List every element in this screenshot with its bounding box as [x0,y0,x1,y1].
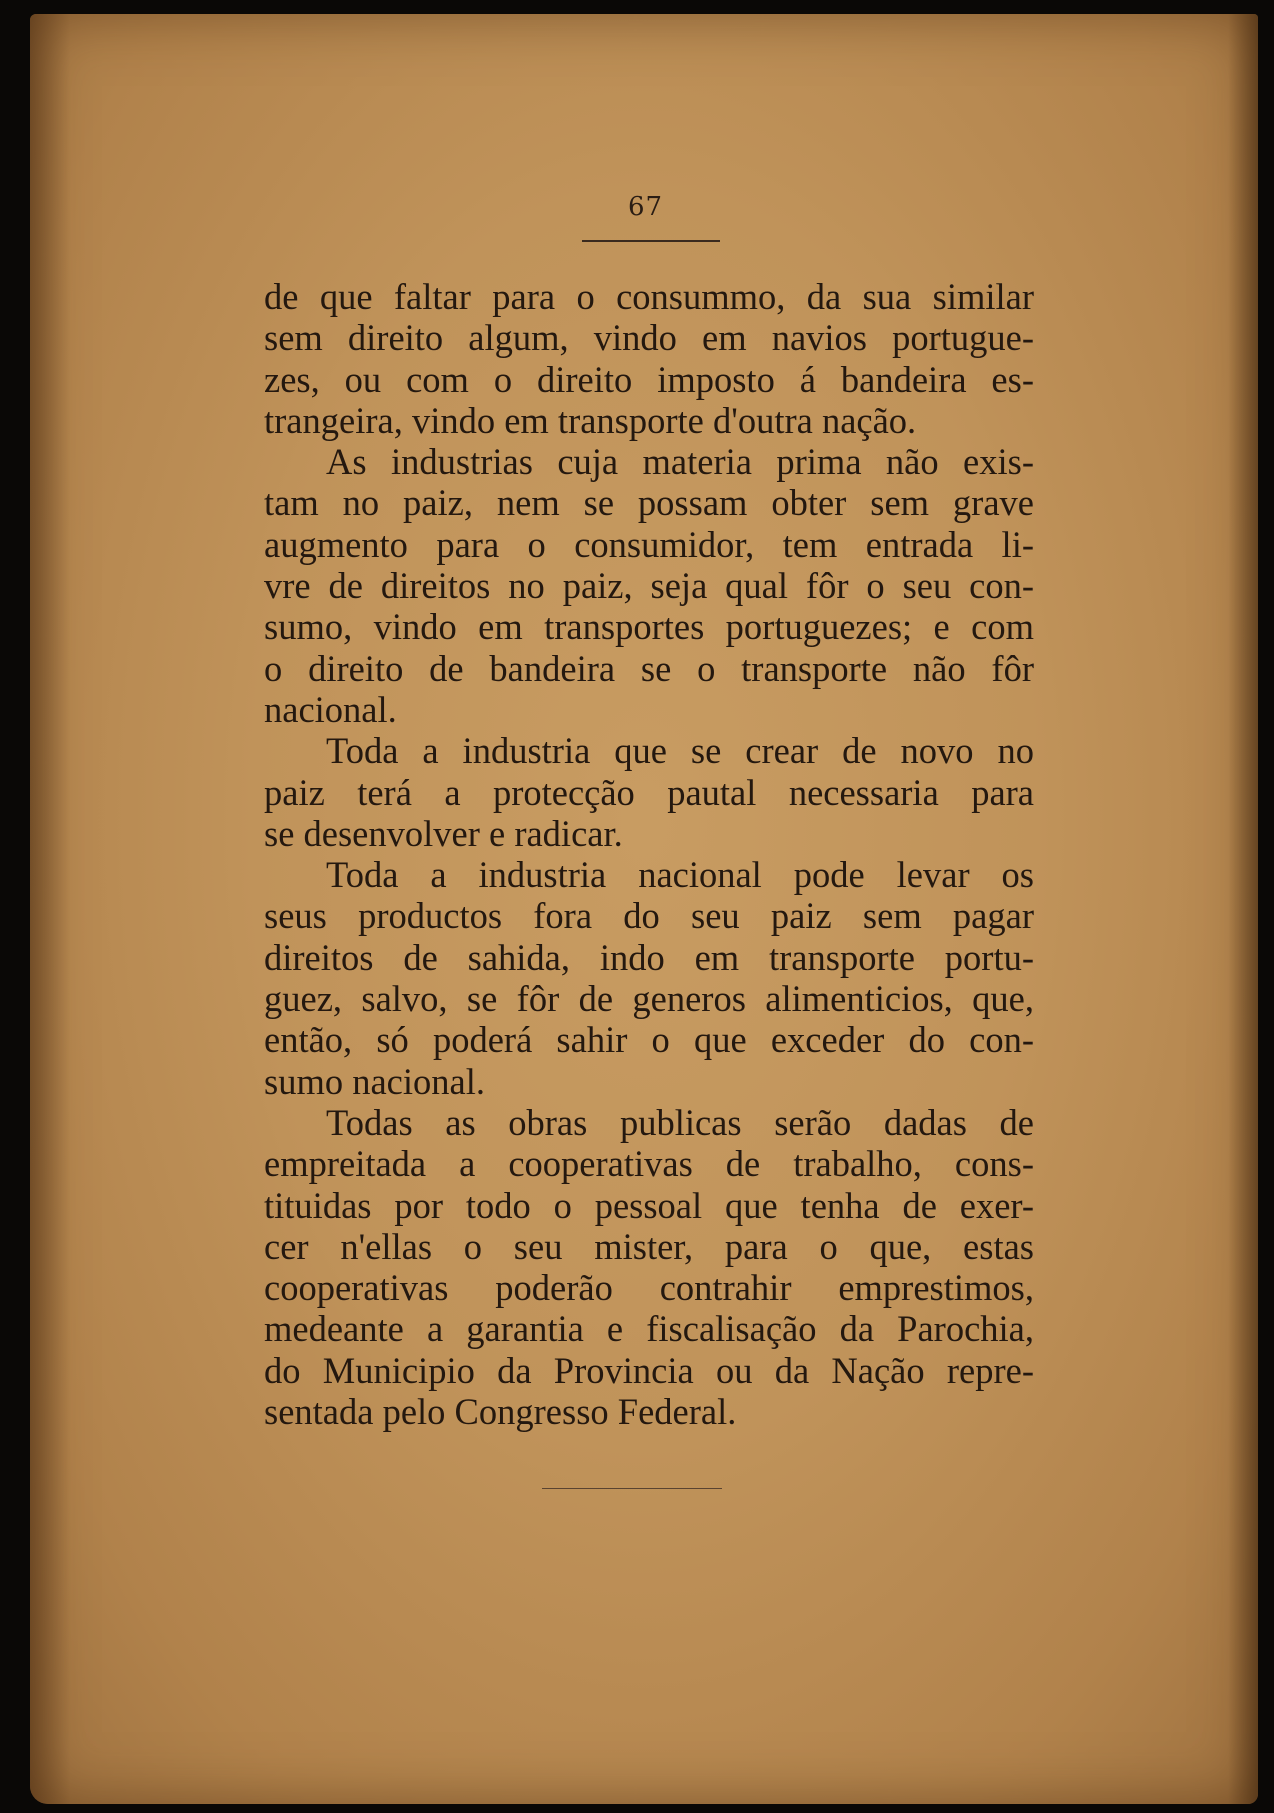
page-number: 67 [628,192,664,222]
text-line: se desenvolver e radicar. [264,812,623,854]
text-line: augmento para o consumidor, tem entrada li- [264,523,1034,565]
text-line: guez, salvo, se fôr de generos alimenticios, que, [264,978,1034,1020]
text-line: empreitada a cooperativas de trabalho, cons- [264,1143,1034,1185]
body-text [264,276,1034,1432]
text-line: sem direito algum, vindo em navios portugue- [264,317,1034,359]
text-line: tam no paiz, nem se possam obter sem grave [264,482,1034,524]
text-line: trangeira, vindo em transporte d'outra nação. [264,399,917,441]
text-line: sumo, vindo em transportes portuguezes; e com [264,606,1034,648]
text-line: nacional. [264,688,397,730]
text-line: zes, ou com o direito imposto á bandeira es- [264,358,1034,400]
text-line: do Municipio da Provincia ou da Nação repre- [264,1349,1034,1391]
footer-rule [542,1488,722,1489]
text-line: então, só poderá sahir o que exceder do con- [264,1019,1034,1061]
text-line: direitos de sahida, indo em transporte portu- [264,936,1034,978]
book-page [30,14,1258,1804]
text-line: Toda a industria nacional pode levar os [326,854,1034,896]
text-line: Todas as obras publicas serão dadas de [326,1101,1034,1143]
text-line: o direito de bandeira se o transporte não fôr [264,647,1034,689]
text-line: seus productos fora do seu paiz sem pagar [264,895,1034,937]
text-line: As industrias cuja materia prima não exis- [326,441,1034,483]
text-line: cer n'ellas o seu mister, para o que, estas [264,1225,1034,1267]
text-line: de que faltar para o consummo, da sua similar [264,276,1034,317]
header-rule [582,240,720,242]
text-line: sentada pelo Congresso Federal. [264,1391,737,1433]
text-line: paiz terá a protecção pautal necessaria para [264,771,1034,813]
text-line: sumo nacional. [264,1060,485,1102]
text-line: tituidas por todo o pessoal que tenha de exer- [264,1184,1034,1226]
text-line: vre de direitos no paiz, seja qual fôr o seu con- [264,565,1034,607]
text-line: Toda a industria que se crear de novo no [326,730,1034,772]
text-line: cooperativas poderão contrahir emprestimos, [264,1267,1034,1309]
text-line: medeante a garantia e fiscalisação da Parochia, [264,1308,1034,1350]
